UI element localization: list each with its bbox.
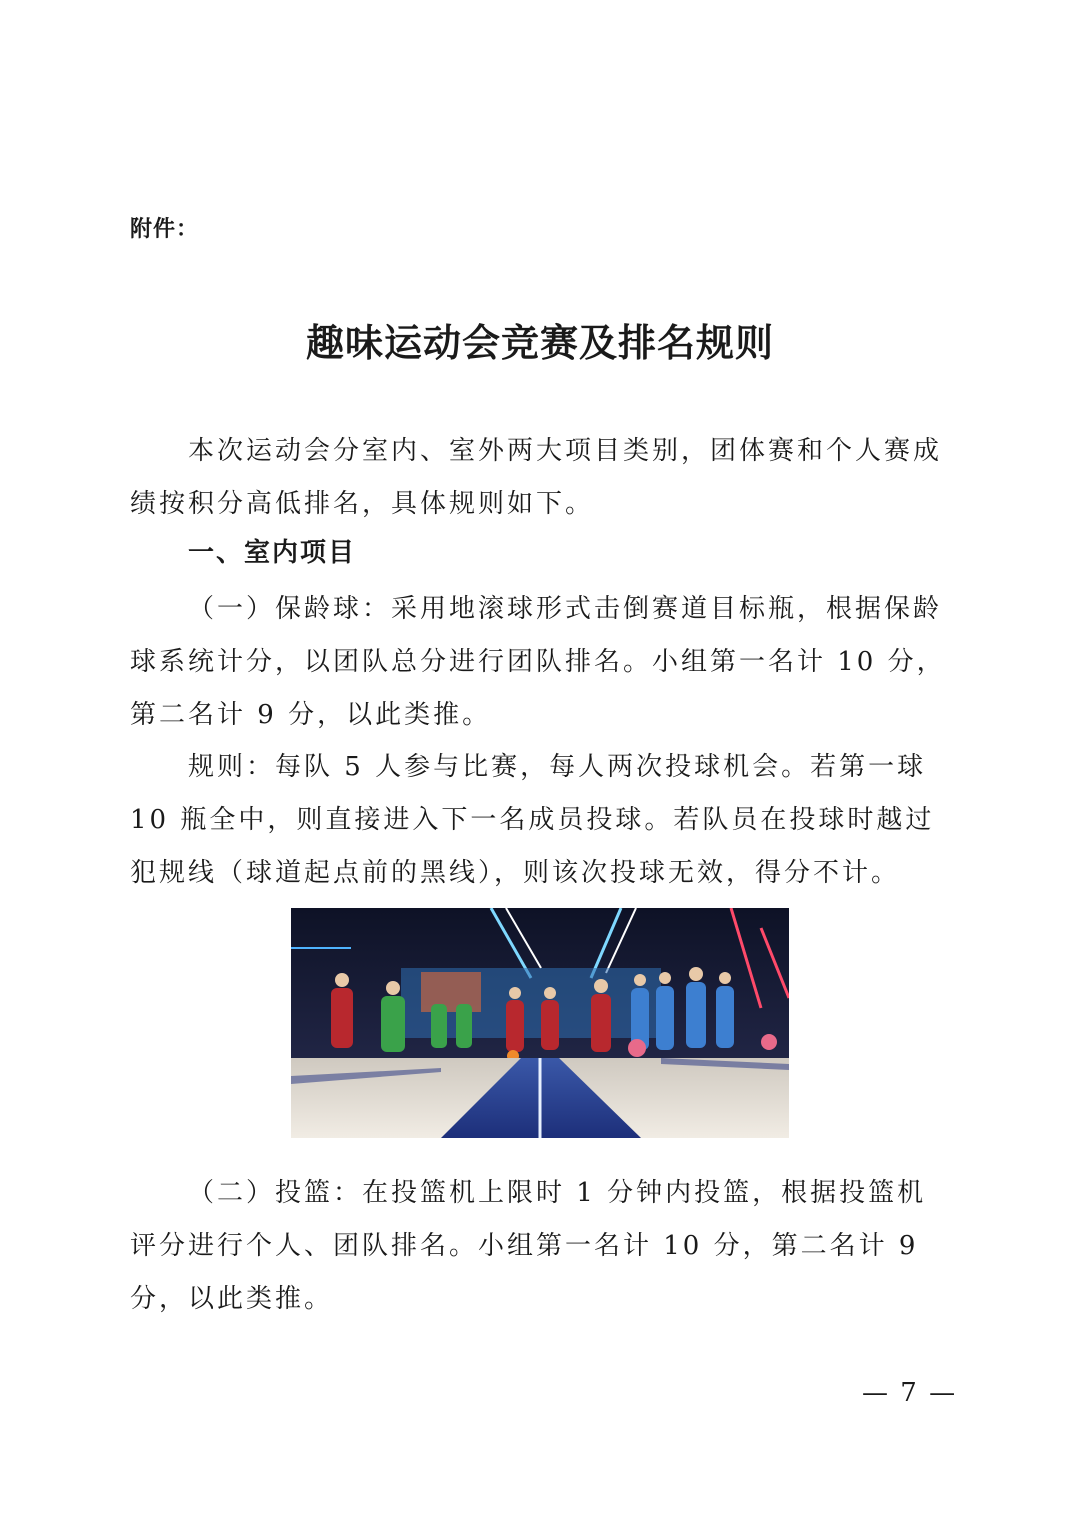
section-heading-indoor: 一、室内项目 (188, 538, 357, 568)
page-number: — 7 — (862, 1378, 958, 1408)
bowling-paragraph: （一）保龄球：采用地滚球形式击倒赛道目标瓶，根据保龄球系统计分，以团队总分进行团队排名。小组第一名计 10 分，第二名计 9 分，以此类推。 (130, 594, 946, 730)
bowling-photo (291, 908, 789, 1138)
intro-paragraph: 本次运动会分室内、室外两大项目类别，团体赛和个人赛成绩按积分高低排名，具体规则如下。 (130, 436, 943, 519)
attachment-label: 附件： (130, 217, 200, 242)
document-title: 趣味运动会竞赛及排名规则 (305, 320, 774, 365)
bowling-rules-paragraph: 规则：每队 5 人参与比赛，每人两次投球机会。若第一球 10 瓶全中，则直接进入下一名成员投球。若队员在投球时越过犯规线（球道起点前的黑线），则该次投球无效，得分不计。 (130, 752, 935, 888)
basketball-paragraph: （二）投篮：在投篮机上限时 1 分钟内投篮，根据投篮机评分进行个人、团队排名。小组第一名计 10 分，第二名计 9 分，以此类推。 (130, 1178, 927, 1314)
